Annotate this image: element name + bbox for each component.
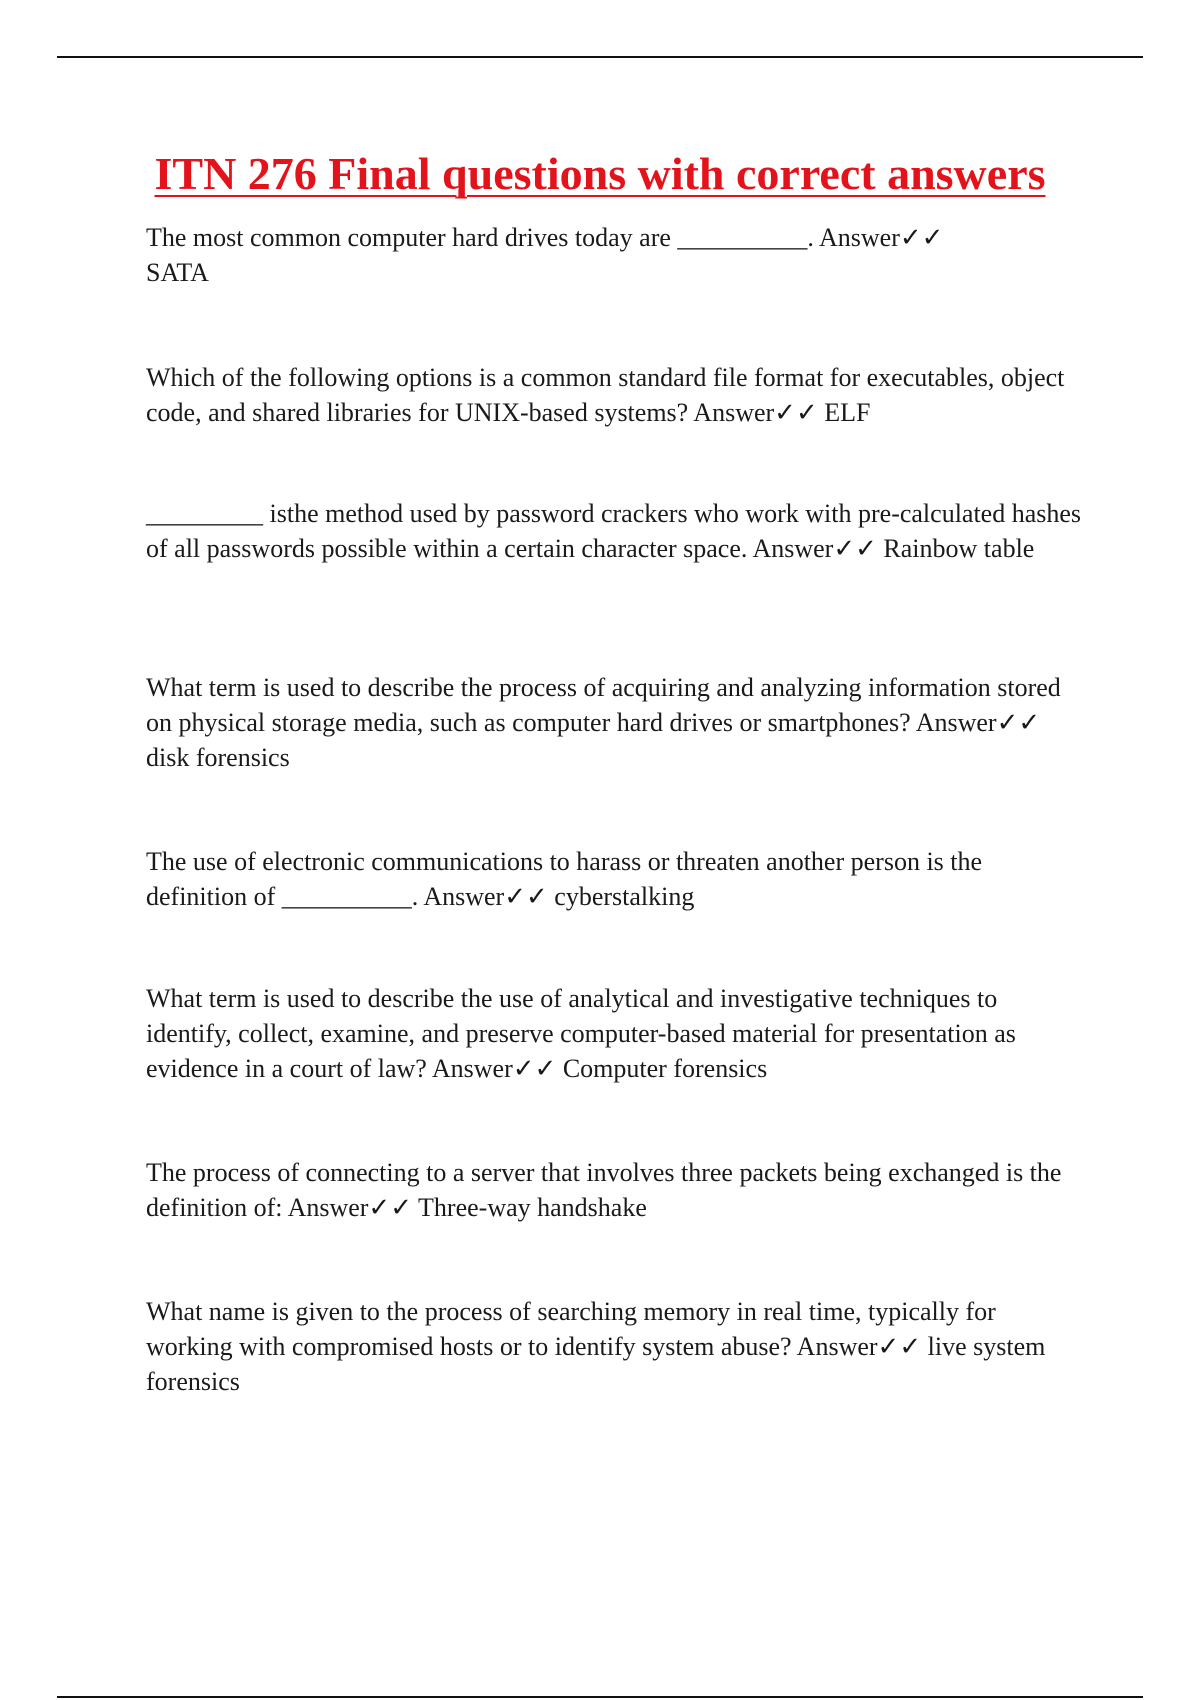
answer-text: live system forensics <box>146 1332 1046 1396</box>
answer-text: cyberstalking <box>554 882 695 911</box>
question-text: The most common computer hard drives today are __________. <box>146 223 814 252</box>
top-divider <box>57 56 1143 58</box>
qa-item-3 <box>146 496 1086 566</box>
question-text: Which of the following options is a common standard file format for executables, object code, and shared libraries for UNIX-based systems? <box>146 363 1065 427</box>
qa-item-7 <box>146 1155 1086 1225</box>
question-text: What name is given to the process of searching memory in real time, typically for working with compromised hosts or to identify system abuse? <box>146 1297 996 1361</box>
qa-item-4 <box>146 670 1086 775</box>
qa-item-6 <box>146 981 1086 1086</box>
question-text: _________ isthe method used by password crackers who work with pre-calculated hashes of all passwords possible within a certain character space. <box>146 499 1082 563</box>
qa-item-5 <box>146 844 1086 914</box>
answer-label: Answer✓✓ <box>431 1054 557 1083</box>
qa-item-2 <box>146 360 1086 430</box>
answer-label: Answer✓✓ <box>423 882 548 911</box>
answer-label: Answer✓✓ <box>796 1332 922 1361</box>
answer-label: Answer✓✓ <box>693 398 818 427</box>
answer-text: Three-way handshake <box>418 1193 647 1222</box>
answer-label: Answer✓✓ <box>915 708 1041 737</box>
question-text: What term is used to describe the use of analytical and investigative techniques to identify, collect, examine, and preserve computer-based material for presentation as evidence in a court of law? <box>146 984 1016 1083</box>
answer-text: ELF <box>824 398 871 427</box>
page-title: ITN 276 Final questions with correct answers <box>154 148 1046 199</box>
question-text: The process of connecting to a server that involves three packets being exchanged is the definition of: <box>146 1158 1062 1222</box>
qa-item-1 <box>146 220 1086 290</box>
question-text: The use of electronic communications to harass or threaten another person is the definition of __________. <box>146 847 983 911</box>
answer-label: Answer✓✓ <box>752 534 877 563</box>
answer-label: Answer✓✓ <box>818 223 944 252</box>
answer-text: Rainbow table <box>883 534 1035 563</box>
answer-text: SATA <box>146 258 209 287</box>
answer-label: Answer✓✓ <box>287 1193 413 1222</box>
question-text: What term is used to describe the process of acquiring and analyzing information stored on physical storage media, such as computer hard drives or smartphones? <box>146 673 1061 737</box>
answer-text: Computer forensics <box>562 1054 768 1083</box>
answer-text: disk forensics <box>146 743 290 772</box>
qa-item-8 <box>146 1294 1086 1399</box>
bottom-divider <box>57 1696 1143 1698</box>
